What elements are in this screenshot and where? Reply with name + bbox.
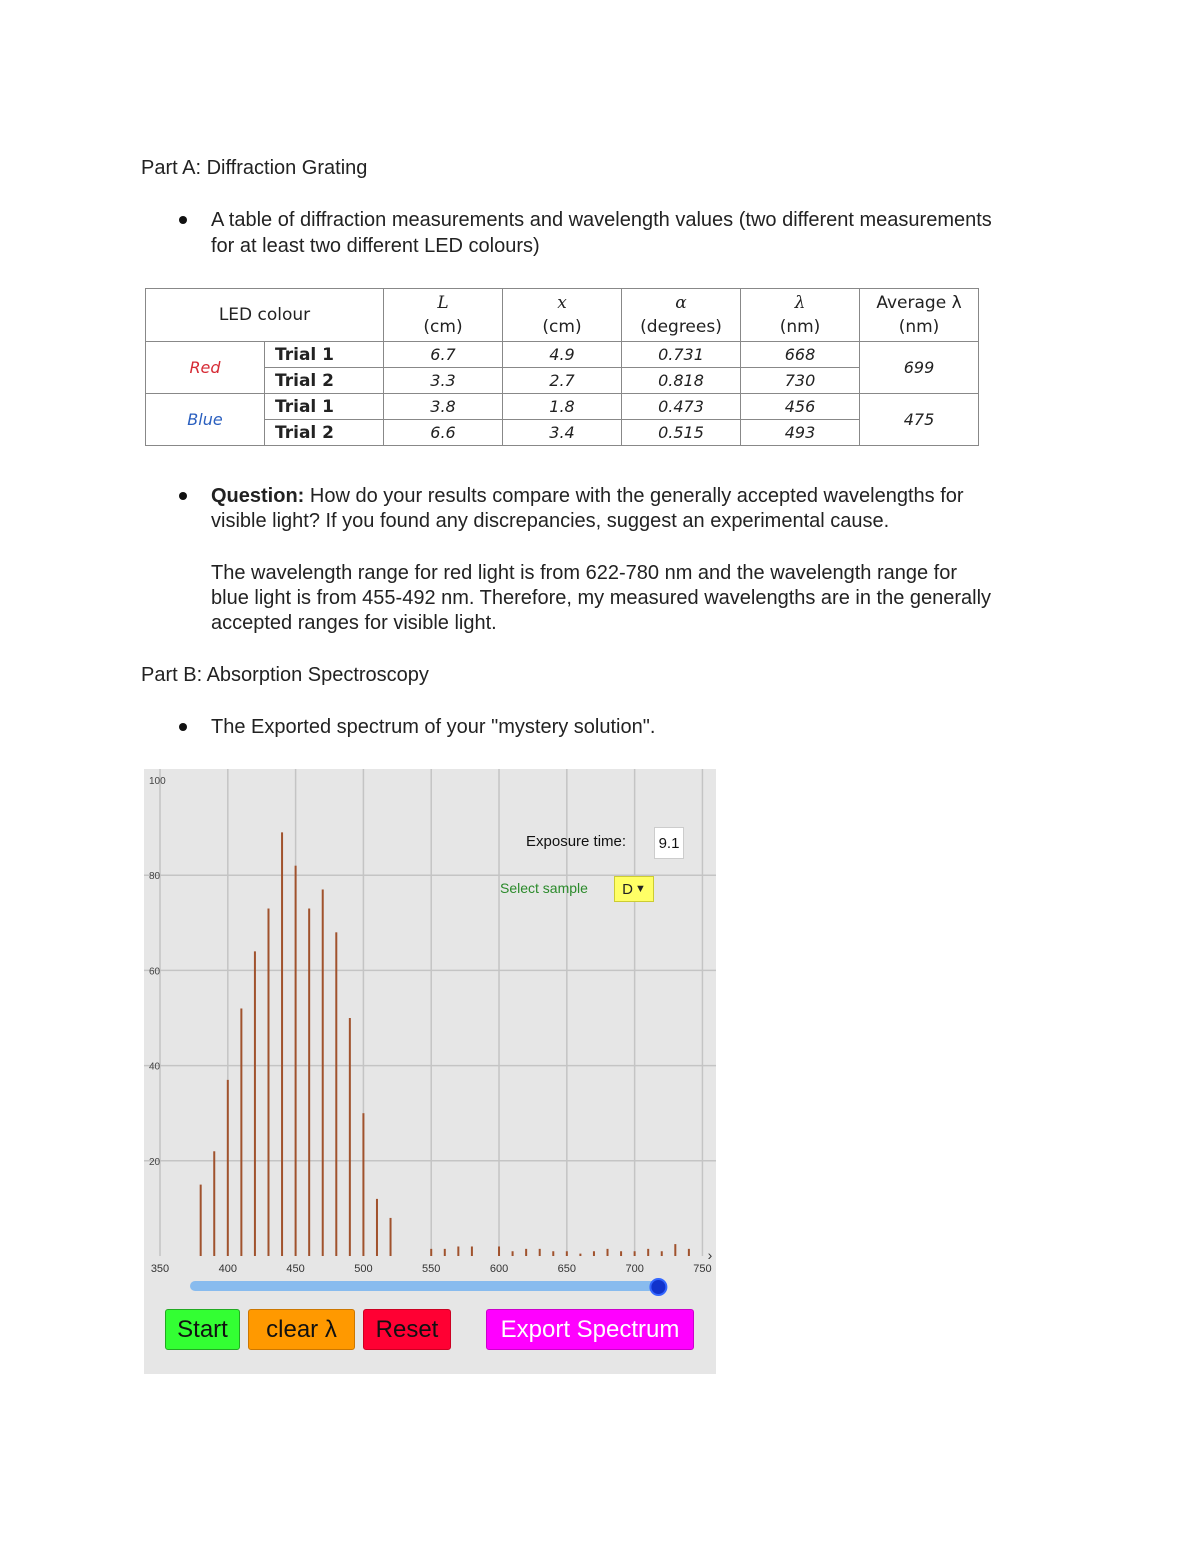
x-tick-label: 400 [218, 1263, 237, 1275]
lambda-cell: 730 [741, 368, 860, 394]
chevron-right-icon: › [707, 1247, 713, 1263]
trial-cell: Trial 2 [265, 368, 384, 394]
wavelength-slider[interactable] [190, 1281, 666, 1291]
x-tick-label: 550 [422, 1263, 441, 1275]
spectrum-bar [335, 932, 337, 1256]
x-tick-label: 600 [489, 1263, 509, 1275]
trial-cell: Trial 1 [265, 394, 384, 420]
spectrum-bar [308, 909, 310, 1256]
header-alpha: α (degrees) [622, 289, 741, 342]
spectrum-bar [200, 1185, 202, 1256]
L-cell: 3.8 [384, 394, 503, 420]
spectrum-bar [579, 1254, 581, 1256]
spectrum-bar [688, 1249, 690, 1256]
clear-lambda-button[interactable]: clear λ [248, 1309, 355, 1350]
table-row [146, 420, 979, 446]
x-tick-label: 650 [557, 1263, 577, 1275]
export-spectrum-button[interactable]: Export Spectrum [486, 1309, 694, 1350]
alpha-cell: 0.473 [622, 394, 741, 420]
spectrum-bar [444, 1249, 446, 1256]
part-b-heading: Part B: Absorption Spectroscopy [141, 664, 429, 686]
bullet-icon [179, 492, 187, 500]
header-L: L (cm) [384, 289, 503, 342]
L-cell: 3.3 [384, 368, 503, 394]
x-cell: 3.4 [503, 420, 622, 446]
trial-cell: Trial 1 [265, 342, 384, 368]
answer-line3: accepted ranges for visible light. [211, 612, 497, 634]
reset-button[interactable]: Reset [363, 1309, 451, 1350]
spectrum-bar [390, 1218, 392, 1256]
x-tick-label: 700 [625, 1263, 644, 1275]
spectrum-bar [362, 1113, 364, 1256]
x-cell: 1.8 [503, 394, 622, 420]
spectrum-bar [552, 1251, 554, 1256]
sample-select[interactable] [614, 876, 654, 902]
y-tick-label: 100 [149, 776, 166, 787]
spectrum-bar [254, 951, 256, 1256]
colour-cell: Red [146, 342, 265, 394]
start-button[interactable]: Start [165, 1309, 240, 1350]
question-line2: visible light? If you found any discrepancies, suggest an experimental cause. [211, 510, 890, 532]
diffraction-table [145, 288, 979, 446]
L-cell: 6.7 [384, 342, 503, 368]
question-text: How do your results compare with the generally accepted wavelengths for [304, 485, 964, 507]
spectrum-bar [620, 1251, 622, 1256]
L-cell: 6.6 [384, 420, 503, 446]
question-line1 [211, 484, 964, 509]
alpha-cell: 0.515 [622, 420, 741, 446]
x-tick-label: 500 [354, 1263, 373, 1275]
spectrum-bar [512, 1251, 514, 1256]
bullet-icon [179, 723, 187, 731]
lambda-cell: 493 [741, 420, 860, 446]
spectrum-chart [144, 769, 716, 1374]
header-lambda: λ (nm) [741, 289, 860, 342]
spectrum-bar [227, 1080, 229, 1256]
y-tick-label: 60 [149, 966, 161, 978]
answer-line1: The wavelength range for red light is from 622-780 nm and the wavelength range for [211, 562, 957, 584]
header-average: Average λ (nm) [860, 289, 979, 342]
spectrum-bar [457, 1246, 459, 1256]
spectrum-bar [376, 1199, 378, 1256]
spectrum-bar [240, 1008, 242, 1256]
trial-cell: Trial 2 [265, 420, 384, 446]
exposure-label: Exposure time: [526, 833, 627, 850]
x-tick-label: 350 [150, 1263, 170, 1275]
bullet-table-line1: A table of diffraction measurements and wavelength values (two different measurements [211, 209, 992, 231]
y-tick-label: 40 [149, 1061, 161, 1073]
header-x: x (cm) [503, 289, 622, 342]
table-row [146, 368, 979, 394]
x-tick-label: 750 [693, 1263, 712, 1275]
average-cell: 699 [860, 342, 979, 394]
header-led-colour: LED colour [146, 289, 384, 342]
alpha-cell: 0.731 [622, 342, 741, 368]
select-sample-label: Select sample [500, 880, 588, 896]
lambda-cell: 456 [741, 394, 860, 420]
part-a-heading: Part A: Diffraction Grating [141, 157, 368, 179]
y-tick-label: 20 [149, 1156, 161, 1168]
spectrum-bar [607, 1249, 609, 1256]
spectrum-bar [661, 1251, 663, 1256]
spectrum-bar [566, 1251, 568, 1256]
spectrum-bar [267, 909, 269, 1256]
x-cell: 4.9 [503, 342, 622, 368]
spectrum-bar [322, 889, 324, 1256]
question-label: Question: [211, 485, 305, 507]
average-cell: 475 [860, 394, 979, 446]
spectrum-bar [525, 1249, 527, 1256]
colour-cell: Blue [146, 394, 265, 446]
spectrum-bar [349, 1018, 351, 1256]
dropdown-arrow-icon: ▼ [634, 883, 646, 895]
exposure-input[interactable]: 9.1 [654, 827, 684, 859]
table-row [146, 394, 979, 420]
slider-knob[interactable] [650, 1279, 666, 1295]
spectrum-bar [430, 1249, 432, 1256]
spectrum-bar [593, 1251, 595, 1256]
y-tick-label: 80 [149, 871, 161, 883]
spectrum-bar [281, 832, 283, 1256]
spectrum-bar [213, 1151, 215, 1256]
bullet-table-line2: for at least two different LED colours) [211, 235, 540, 257]
spectrum-bar [647, 1249, 649, 1256]
answer-line2: blue light is from 455-492 nm. Therefore, my measured wavelengths are in the generally [211, 587, 992, 609]
sample-value: D [622, 880, 633, 898]
lambda-cell: 668 [741, 342, 860, 368]
spectrum-bar [539, 1249, 541, 1256]
alpha-cell: 0.818 [622, 368, 741, 394]
spectrum-bar [295, 866, 297, 1256]
table-row [146, 342, 979, 368]
x-cell: 2.7 [503, 368, 622, 394]
spectrum-app [144, 769, 716, 1374]
spectrum-bar [498, 1246, 500, 1256]
spectrum-bar [634, 1251, 636, 1256]
bullet-icon [179, 216, 187, 224]
x-tick-label: 450 [286, 1263, 305, 1275]
bullet-spectrum: The Exported spectrum of your "mystery solution". [211, 716, 656, 738]
spectrum-bar [674, 1244, 676, 1256]
spectrum-bar [471, 1246, 473, 1256]
